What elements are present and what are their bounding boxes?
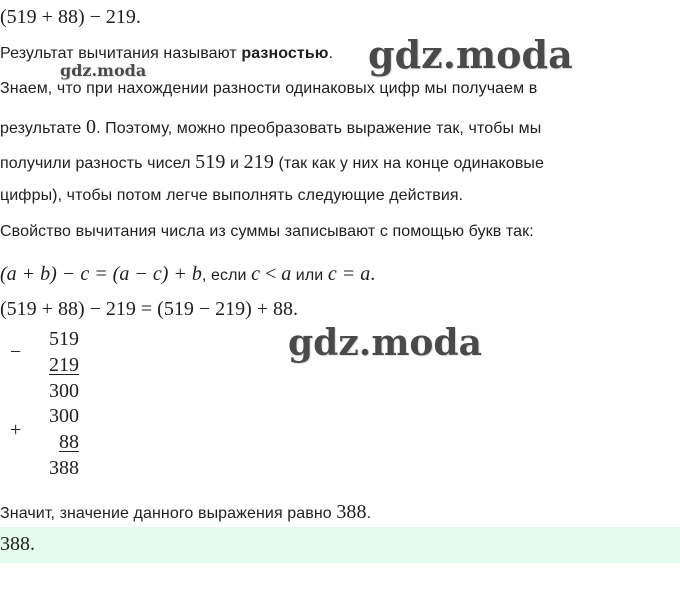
definition-suffix: . xyxy=(328,45,334,62)
formula-if: , если xyxy=(201,267,252,284)
number-219: 219 xyxy=(243,151,274,173)
definition-prefix: Результат вычитания называют xyxy=(0,45,242,62)
formula-c: c xyxy=(251,263,260,285)
para1-line2-a: результате xyxy=(0,120,86,137)
conclusion xyxy=(0,501,371,524)
answer-box xyxy=(0,527,680,563)
conclusion-number: 388 xyxy=(336,501,367,523)
watermark-small: gdz.moda xyxy=(60,61,147,80)
column-388: 388 xyxy=(49,457,79,479)
definition-line xyxy=(0,45,333,63)
para1-line3-c: и xyxy=(225,155,244,172)
minus-sign: − xyxy=(10,341,22,363)
para1-line3 xyxy=(0,151,544,174)
para1-line4: цифры), чтобы потом легче выполнять следующие действия. xyxy=(0,187,464,204)
para1-line2-c: . Поэтому, можно преобразовать выражение так, чтобы мы xyxy=(96,120,542,137)
digit-zero: 0 xyxy=(85,116,97,138)
formula-main: (a + b) − c = (a − c) + b xyxy=(0,263,202,285)
answer-value: 388. xyxy=(0,533,35,555)
formula-or: или xyxy=(291,267,328,284)
definition-term: разностью xyxy=(241,45,329,62)
formula-dot: . xyxy=(370,263,376,285)
column-88-value: 88 xyxy=(59,431,79,453)
formula-a: a xyxy=(281,263,292,285)
conclusion-text: Значит, значение данного выражения равно xyxy=(0,505,337,522)
watermark-large-top: gdz.moda xyxy=(368,32,573,77)
number-519: 519 xyxy=(195,151,226,173)
formula-line xyxy=(0,263,375,286)
column-219-value: 219 xyxy=(49,354,79,376)
property-line: Свойство вычитания числа из суммы записывают с помощью букв так: xyxy=(0,223,534,240)
para1-line3-a: получили разность чисел xyxy=(0,155,196,172)
watermark-large-middle: gdz.moda xyxy=(288,322,482,364)
column-519: 519 xyxy=(49,328,79,350)
para1-line3-e: (так как у них на конце одинаковые xyxy=(273,155,545,172)
column-300-result: 300 xyxy=(49,380,79,402)
transformed-expression: (519 + 88) − 219 = (519 − 219) + 88. xyxy=(0,298,299,320)
column-219 xyxy=(49,354,79,377)
column-88 xyxy=(59,431,79,454)
expression: (519 + 88) − 219. xyxy=(0,6,141,28)
formula-eq: c = a xyxy=(327,263,371,285)
column-300: 300 xyxy=(49,405,79,427)
plus-sign: + xyxy=(10,419,22,441)
conclusion-dot: . xyxy=(366,505,372,522)
para1-line2 xyxy=(0,116,541,139)
para1-line1: Знаем, что при нахождении разности одинаковых цифр мы получаем в xyxy=(0,80,538,97)
formula-lt: < xyxy=(259,263,282,285)
